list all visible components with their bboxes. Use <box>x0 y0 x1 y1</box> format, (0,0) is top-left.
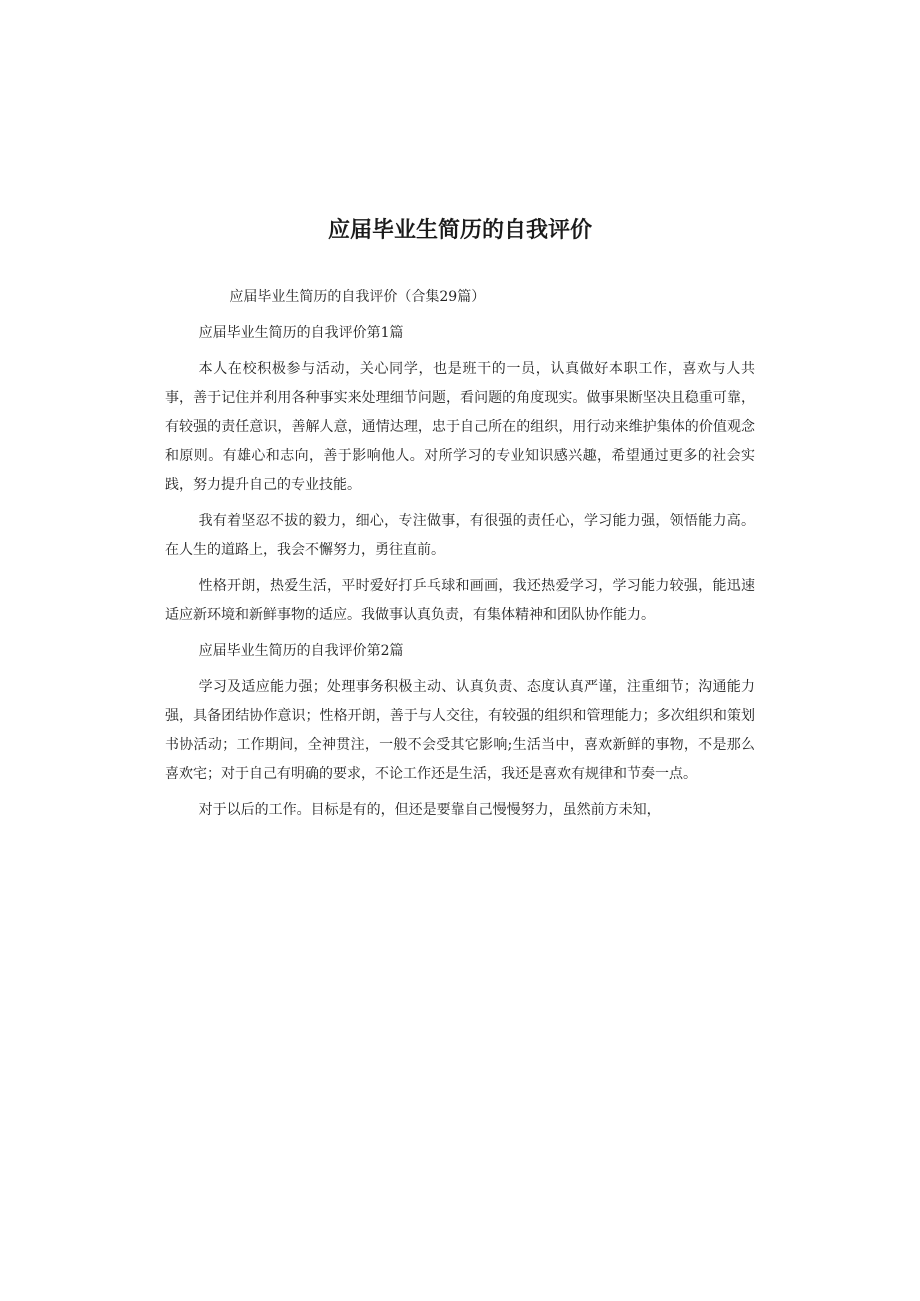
paragraph: 我有着坚忍不拔的毅力，细心，专注做事，有很强的责任心，学习能力强，领悟能力高。在人生的道路上，我会不懈努力，勇往直前。 <box>165 513 755 558</box>
section-heading: 应届毕业生简历的自我评价第2篇 <box>198 643 404 659</box>
paragraph: 本人在校积极参与活动，关心同学，也是班干的一员，认真做好本职工作，喜欢与人共事，善于记住并利用各种事实来处理细节问题，看问题的角度现实。做事果断坚决且稳重可靠，有较强的责任意识，善解人意，通情达理，忠于自己所在的组织，用行动来维护集体的价值观念和原则。有雄心和志向，善于影响他人。对所学习的专业知识感兴趣，希望通过更多的社会实践，努力提升自己的专业技能。 <box>165 361 755 493</box>
document-body <box>165 283 755 832</box>
paragraph: 学习及适应能力强；处理事务积极主动、认真负责、态度认真严谨，注重细节；沟通能力强，具备团结协作意识；性格开朗，善于与人交往，有较强的组织和管理能力；多次组织和策划书协活动；工作期间，全神贯注，一般不会受其它影响;生活当中，喜欢新鲜的事物，不是那么喜欢宅；对于自己有明确的要求，不论工作还是生活，我还是喜欢有规律和节奏一点。 <box>165 679 755 782</box>
document-title: 应届毕业生简历的自我评价 <box>327 218 592 243</box>
paragraph: 对于以后的工作。目标是有的，但还是要靠自己慢慢努力，虽然前方未知， <box>198 802 661 818</box>
paragraph: 性格开朗，热爱生活，平时爱好打乒乓球和画画，我还热爱学习，学习能力较强，能迅速适应新环境和新鲜事物的适应。我做事认真负责，有集体精神和团队协作能力。 <box>165 578 755 623</box>
document-subtitle: 应届毕业生简历的自我评价（合集29篇） <box>229 289 486 305</box>
section-heading: 应届毕业生简历的自我评价第1篇 <box>198 325 404 341</box>
